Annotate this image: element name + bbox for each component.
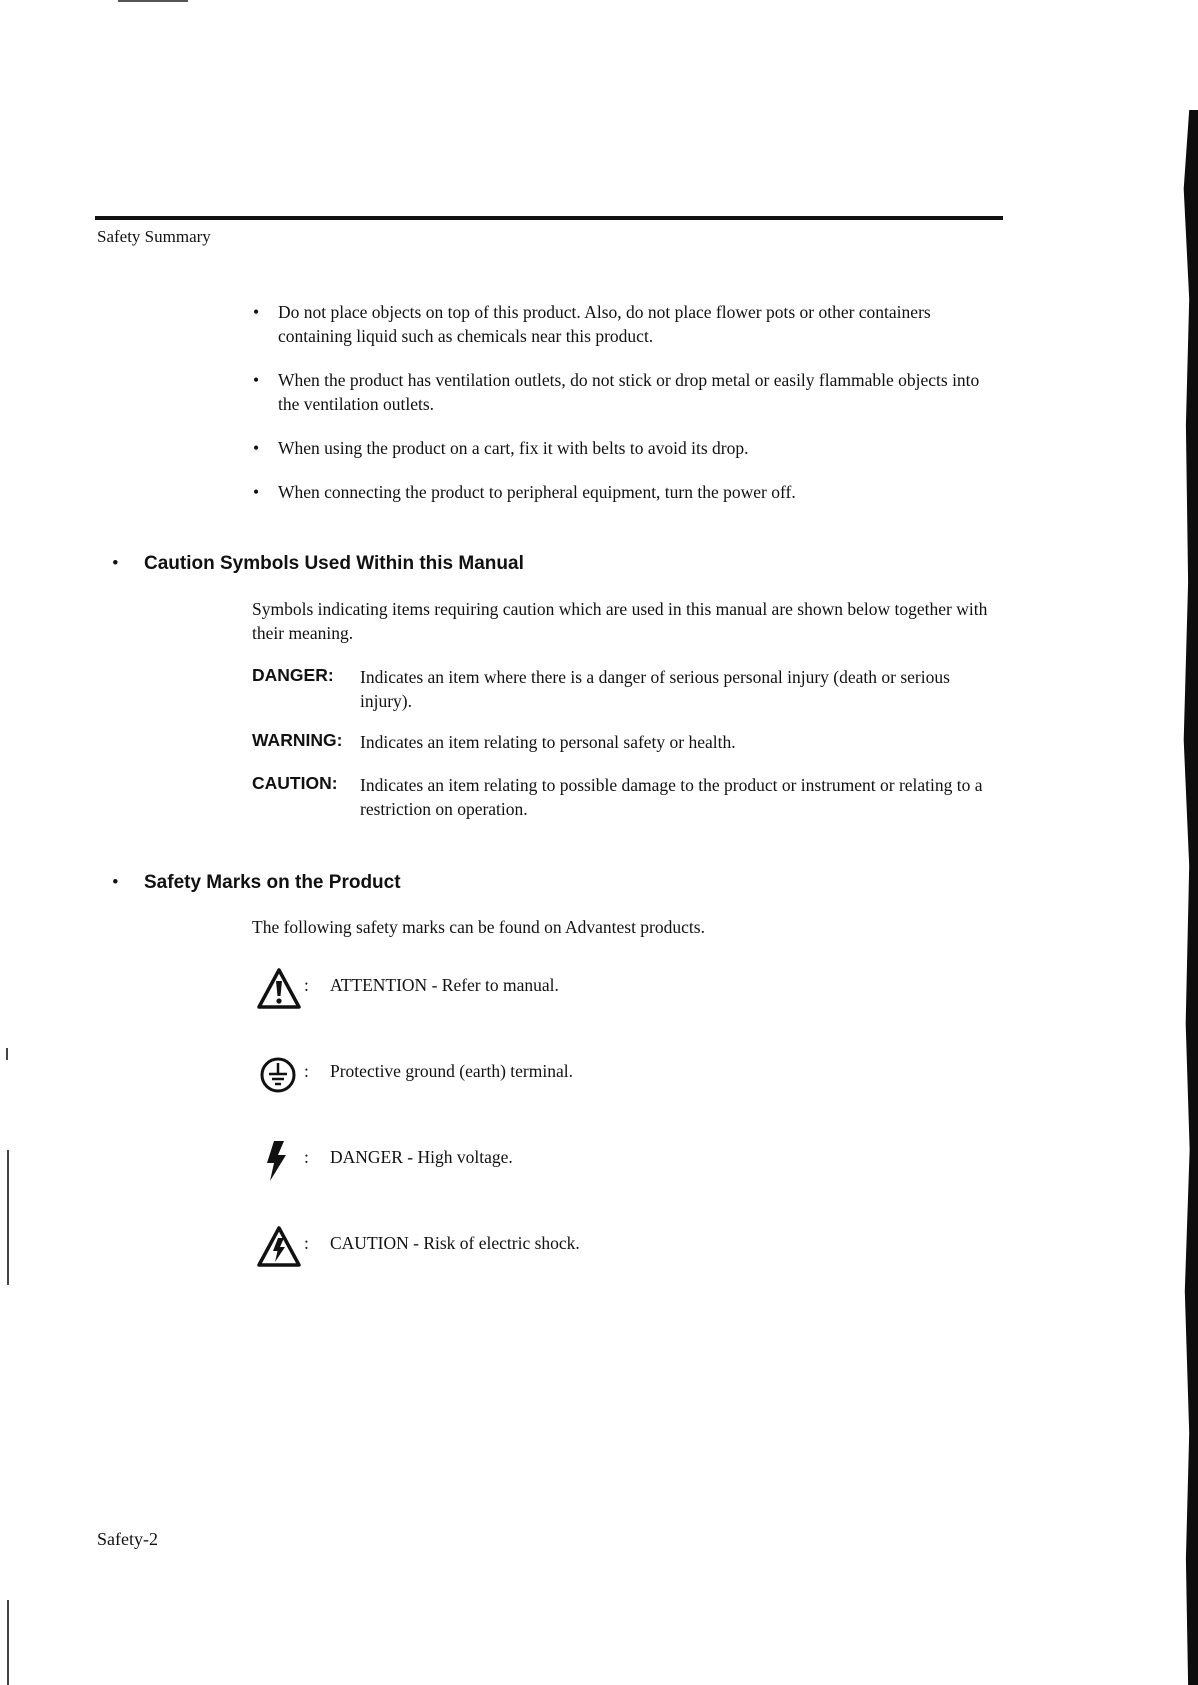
- bullet-glyph: •: [253, 370, 260, 390]
- mark-description: CAUTION - Risk of electric shock.: [330, 1233, 580, 1253]
- list-item: [253, 300, 1003, 348]
- scan-artifact-edge: [7, 1600, 9, 1685]
- precaution-list: [253, 300, 1003, 524]
- scan-artifact-edge: [7, 1150, 9, 1285]
- mark-separator: :: [304, 1147, 309, 1167]
- definition-term: WARNING:: [252, 730, 343, 750]
- list-item-text: Do not place objects on top of this product. Also, do not place flower pots or other containers containing liquid such as chemicals near this product.: [278, 302, 931, 346]
- bullet-glyph: •: [112, 872, 119, 893]
- definition-description: Indicates an item relating to possible damage to the product or instrument or relating to a restriction on operation.: [360, 775, 983, 819]
- definition-description: Indicates an item where there is a danger of serious personal injury (death or serious injury).: [360, 667, 950, 711]
- high-voltage-bolt-icon: [256, 1139, 302, 1183]
- list-item-text: When connecting the product to peripheral equipment, turn the power off.: [278, 482, 796, 502]
- definition-term: CAUTION:: [252, 773, 338, 793]
- list-item-text: When using the product on a cart, fix it with belts to avoid its drop.: [278, 438, 749, 458]
- electric-shock-triangle-icon: [256, 1225, 302, 1269]
- binding-shadow: [1176, 110, 1198, 1685]
- bullet-glyph: •: [112, 553, 119, 574]
- header-rule: [95, 216, 1003, 220]
- section-title: Caution Symbols Used Within this Manual: [144, 553, 524, 574]
- bullet-glyph: •: [253, 302, 260, 322]
- mark-separator: :: [304, 1061, 309, 1081]
- bullet-glyph: •: [253, 482, 260, 502]
- list-item: [253, 368, 1003, 416]
- section-title: Safety Marks on the Product: [144, 872, 401, 893]
- mark-separator: :: [304, 975, 309, 995]
- marks-intro-paragraph: The following safety marks can be found on Advantest products.: [252, 917, 705, 937]
- list-item: [253, 436, 1003, 460]
- mark-description: Protective ground (earth) terminal.: [330, 1061, 573, 1081]
- protective-ground-icon: [256, 1053, 302, 1097]
- attention-triangle-icon: [256, 967, 302, 1011]
- definition-description: Indicates an item relating to personal safety or health.: [360, 732, 736, 752]
- running-header: Safety Summary: [97, 227, 211, 246]
- scan-artifact-edge: [6, 1048, 8, 1060]
- list-item: [253, 480, 1003, 504]
- mark-description: DANGER - High voltage.: [330, 1147, 513, 1167]
- section-heading-caution-symbols: [112, 553, 524, 575]
- scan-artifact-top: [118, 0, 188, 2]
- mark-description: ATTENTION - Refer to manual.: [330, 975, 559, 995]
- mark-separator: :: [304, 1233, 309, 1253]
- caution-intro-paragraph: Symbols indicating items requiring caution which are used in this manual are shown below together with their meaning.: [252, 599, 988, 643]
- page-number: Safety-2: [97, 1529, 158, 1549]
- list-item-text: When the product has ventilation outlets, do not stick or drop metal or easily flammable objects into the ventilation outlets.: [278, 370, 980, 414]
- bullet-glyph: •: [253, 438, 260, 458]
- section-heading-safety-marks: [112, 872, 401, 894]
- definition-term: DANGER:: [252, 665, 334, 685]
